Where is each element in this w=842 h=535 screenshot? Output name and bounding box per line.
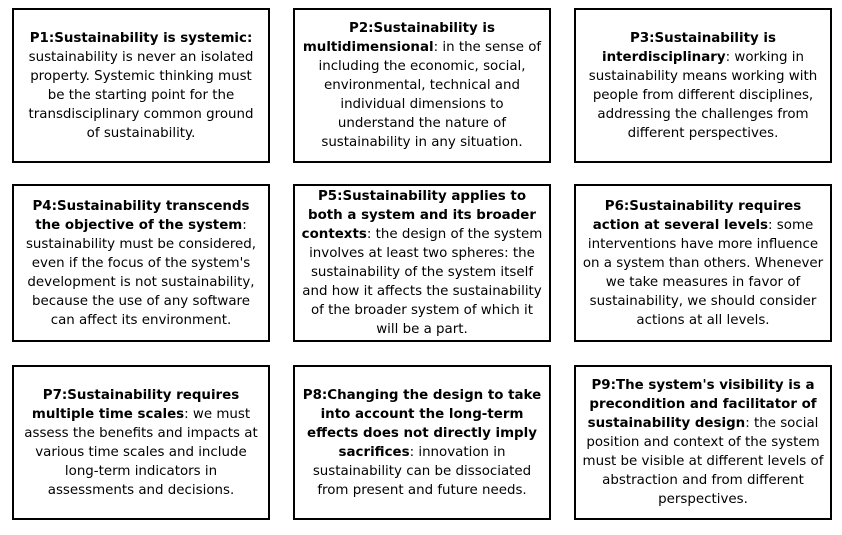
principle-title: P5:Sustainability applies to both a system and its broader contexts — [301, 189, 536, 242]
principle-separator: : — [409, 444, 415, 460]
principle-title: P3:Sustainability is interdisciplinary — [602, 30, 776, 65]
principle-card-p9 — [574, 365, 832, 520]
principle-body: working in sustainability means working with people from different disciplines, addressing the challenges from different perspectives. — [588, 49, 818, 141]
principle-text — [301, 386, 543, 500]
principle-title: P1:Sustainability is systemic — [29, 30, 247, 46]
principle-separator: : — [725, 49, 731, 65]
principle-card-p8 — [293, 365, 551, 520]
principle-text — [582, 197, 824, 330]
principle-title: P2:Sustainability is multidimensional — [302, 21, 495, 55]
principle-text — [301, 19, 543, 152]
principle-card-p7 — [12, 365, 270, 520]
principle-title: P8:Changing the design to take into account the long-term effects does not directly imply sacrifices — [302, 387, 542, 460]
principle-body: innovation in sustainability can be dissociated from present and future needs. — [312, 444, 532, 498]
principle-title: P4:Sustainability transcends the objective of the system — [32, 198, 250, 233]
principle-text — [20, 386, 262, 500]
principle-text — [20, 29, 262, 143]
principle-separator: : — [184, 406, 189, 422]
principle-separator: : — [242, 217, 247, 233]
principle-text — [582, 29, 824, 143]
principle-card-p1 — [12, 8, 270, 163]
principle-body: some interventions have more influence on a system than others. Whenever we take measures in favor of sustainability, we should consider actions at all levels. — [582, 217, 824, 328]
principle-body: we must assess the benefits and impacts at various time scales and include long-term indicators in assessments and decisions. — [24, 406, 258, 498]
principle-title: P6:Sustainability requires action at several levels — [592, 198, 802, 233]
principle-title: P7:Sustainability requires multiple time scales — [31, 387, 240, 422]
principle-card-p5 — [293, 184, 551, 342]
principle-body: the social position and context of the system must be visible at different levels of abstraction and from different perspectives. — [582, 416, 824, 507]
principle-separator: : — [366, 227, 372, 242]
principle-title: P9:The system's visibility is a precondition and facilitator of sustainability design — [587, 378, 817, 431]
principle-separator: : — [246, 30, 253, 46]
principle-body: sustainability is never an isolated property. Systemic thinking must be the starting point for the transdisciplinary common ground of sustainability. — [28, 49, 254, 141]
principle-card-p4 — [12, 184, 270, 342]
principle-text — [20, 197, 262, 330]
principle-separator: : — [768, 217, 773, 233]
principle-card-p3 — [574, 8, 832, 163]
principle-body: in the sense of including the economic, social, environmental, technical and individual dimensions to understand the nature of sustainability in any situation. — [318, 40, 542, 150]
principle-body: sustainability must be considered, even if the focus of the system's development is not sustainability, because the use of any software can affect its environment. — [25, 236, 257, 328]
principle-body: the design of the system involves at least two spheres: the sustainability of the system itself and how it affects the sustainability of the broader system of which it will be a part. — [302, 227, 543, 337]
principle-separator: : — [745, 416, 750, 431]
principle-separator: : — [433, 40, 439, 55]
principle-card-p6 — [574, 184, 832, 342]
principle-text — [582, 376, 824, 509]
principle-card-p2 — [293, 8, 551, 163]
principle-text — [301, 187, 543, 339]
